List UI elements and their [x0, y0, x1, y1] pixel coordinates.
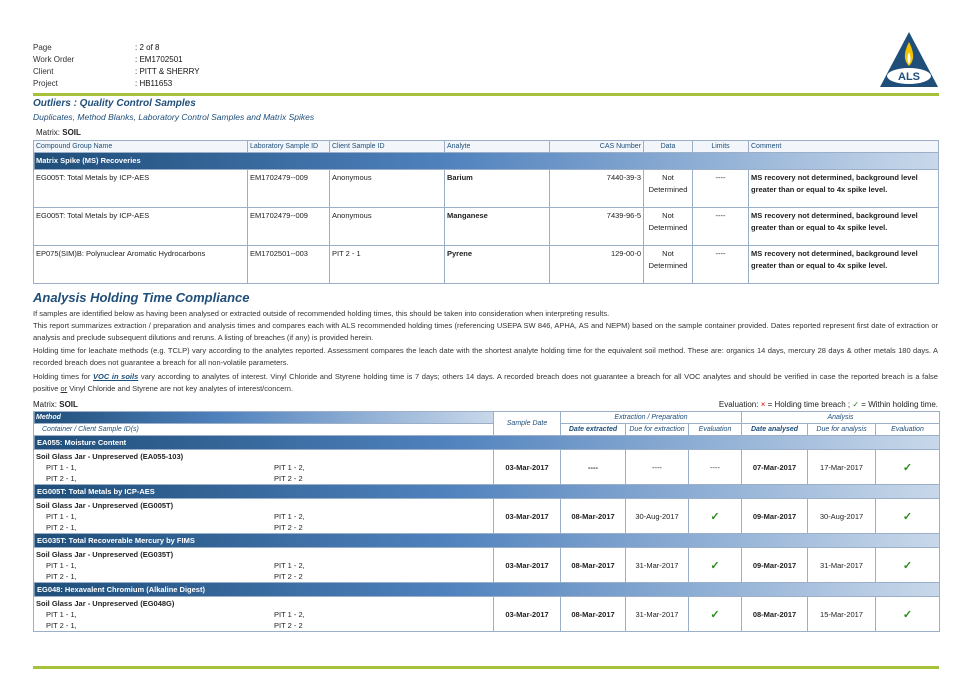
- cell-lab-id: EM1702479--009: [248, 170, 330, 208]
- sample-id: PIT 1 - 1,: [46, 463, 77, 472]
- col-due-analysis: Due for analysis: [808, 424, 876, 436]
- sample-id: PIT 1 - 2,: [274, 512, 305, 521]
- sample-ids: [34, 609, 493, 631]
- col-comment: Comment: [749, 141, 939, 153]
- method-section-header: [34, 485, 940, 499]
- cell-eval-extraction: [689, 597, 742, 632]
- method-name: EG035T: Total Recoverable Mercury by FIMS: [34, 534, 940, 548]
- col-analyte: Analyte: [445, 141, 550, 153]
- check-icon: ✓: [852, 400, 860, 409]
- sample-ids: [34, 560, 493, 582]
- cell-container: [34, 597, 494, 632]
- table-row: [34, 597, 940, 632]
- holding-description: [33, 308, 938, 395]
- sample-id: PIT 1 - 1,: [46, 512, 77, 521]
- container-name: Soil Glass Jar - Unpreserved (EG048G): [36, 599, 175, 608]
- work-order-value: : EM1702501: [135, 55, 183, 64]
- cell-data: Not Determined: [644, 208, 693, 246]
- table-row: [34, 548, 940, 583]
- cell-limits: ----: [693, 246, 749, 284]
- cell-date-analysed: 09-Mar-2017: [742, 499, 808, 534]
- matrix-value: SOIL: [59, 400, 78, 409]
- method-section-header: [34, 534, 940, 548]
- evaluation-legend: [719, 400, 938, 409]
- sample-id: PIT 1 - 2,: [274, 463, 305, 472]
- method-section-header: [34, 583, 940, 597]
- col-evaluation-analysis: Evaluation: [876, 424, 940, 436]
- cell-group: EG005T: Total Metals by ICP-AES: [34, 208, 248, 246]
- check-icon: ✓: [902, 559, 913, 572]
- table-row: [34, 170, 939, 208]
- cell-analyte: Pyrene: [445, 246, 550, 284]
- col-client-sample-id: Client Sample ID: [330, 141, 445, 153]
- cell-client-id: PIT 2 - 1: [330, 246, 445, 284]
- cell-eval-analysis: [876, 499, 940, 534]
- holding-table: [33, 411, 940, 632]
- col-method: Method: [34, 412, 494, 424]
- cell-lab-id: EM1702501--003: [248, 246, 330, 284]
- col-evaluation-extraction: Evaluation: [689, 424, 742, 436]
- table-row: [34, 208, 939, 246]
- holding-p4-a: Holding times for: [33, 372, 91, 382]
- bottom-divider: [33, 666, 939, 669]
- cell-group: EG005T: Total Metals by ICP-AES: [34, 170, 248, 208]
- cell-container: [34, 499, 494, 534]
- col-cas-number: CAS Number: [550, 141, 644, 153]
- legend-prefix: Evaluation:: [718, 400, 759, 409]
- cell-data: Not Determined: [644, 170, 693, 208]
- cell-lab-id: EM1702479--009: [248, 208, 330, 246]
- check-icon: ✓: [902, 608, 913, 621]
- check-icon: ✓: [710, 559, 720, 572]
- cell-data: Not Determined: [644, 246, 693, 284]
- holding-p4: [33, 371, 938, 395]
- col-limits: Limits: [693, 141, 749, 153]
- sample-id: PIT 1 - 2,: [274, 561, 305, 570]
- voc-link[interactable]: VOC in soils: [92, 372, 139, 382]
- outliers-title: Outliers : Quality Control Samples: [33, 98, 196, 109]
- sample-id: PIT 2 - 2: [274, 621, 303, 630]
- breach-icon: ×: [760, 400, 766, 409]
- work-order-label: Work Order: [33, 55, 75, 64]
- cell-due-extraction: 30-Aug-2017: [626, 499, 689, 534]
- legend-breach-text: = Holding time breach ;: [767, 400, 851, 409]
- method-section-header: [34, 436, 940, 450]
- cell-due-analysis: 15-Mar-2017: [808, 597, 876, 632]
- cell-date-extracted: ----: [561, 450, 626, 485]
- section-header-ms: Matrix Spike (MS) Recoveries: [34, 153, 939, 170]
- cell-group: EP075(SIM)B: Polynuclear Aromatic Hydrocarbons: [34, 246, 248, 284]
- holding-p2: This report summarizes extraction / preparation and analysis times and compares each with ALS recommended holding times (referencing USEPA SW 846, APHA, AS and NEPM) based on the sample container provided. Dates reported represent first date of extraction or analysis and preclude subsequent dilutions and reruns. A listing of breaches (if any) is provided herein.: [33, 321, 938, 343]
- matrix-value: SOIL: [62, 128, 81, 137]
- col-compound-group: Compound Group Name: [34, 141, 248, 153]
- na-value: ----: [710, 462, 720, 472]
- cell-client-id: Anonymous: [330, 170, 445, 208]
- page-label: Page: [33, 43, 52, 52]
- sample-id: PIT 2 - 2: [274, 572, 303, 581]
- sample-id: PIT 2 - 1,: [46, 523, 77, 532]
- sample-id: PIT 2 - 1,: [46, 474, 77, 483]
- container-name: Soil Glass Jar - Unpreserved (EG035T): [36, 550, 174, 559]
- check-icon: ✓: [902, 461, 913, 474]
- cell-date-analysed: 07-Mar-2017: [742, 450, 808, 485]
- cell-comment: MS recovery not determined, background level greater than or equal to 4x spike level.: [749, 170, 939, 208]
- cell-due-analysis: 30-Aug-2017: [808, 499, 876, 534]
- als-logo: [878, 30, 940, 90]
- holding-p4-b: vary according to analytes of interest. Vinyl Chloride and Styrene holding time is 7 days; others 14 days. A recorded breach does not guarantee a breach for all VOC analytes and should be verified in case the reported breach is a false positive: [33, 372, 938, 394]
- cell-date-analysed: 09-Mar-2017: [742, 548, 808, 583]
- sample-ids: [34, 511, 493, 533]
- client-label: Client: [33, 67, 54, 76]
- sample-id: PIT 2 - 2: [274, 523, 303, 532]
- sample-id: PIT 1 - 1,: [46, 561, 77, 570]
- col-container: Container / Client Sample ID(s): [34, 424, 494, 436]
- cell-date-analysed: 08-Mar-2017: [742, 597, 808, 632]
- cell-date-extracted: 08-Mar-2017: [561, 597, 626, 632]
- cell-sample-date: 03-Mar-2017: [494, 499, 561, 534]
- holding-p1: If samples are identified below as having been analysed or extracted outside of recommended holding times, this should be taken into consideration when interpreting results.: [33, 309, 610, 318]
- cell-due-extraction: 31-Mar-2017: [626, 597, 689, 632]
- project-value: : HB11653: [135, 79, 173, 88]
- cell-eval-extraction: [689, 450, 742, 485]
- check-icon: ✓: [710, 608, 720, 621]
- cell-sample-date: 03-Mar-2017: [494, 450, 561, 485]
- sample-id: PIT 2 - 2: [274, 474, 303, 483]
- cell-cas: 129-00-0: [550, 246, 644, 284]
- cell-date-extracted: 08-Mar-2017: [561, 548, 626, 583]
- col-date-analysed: Date analysed: [742, 424, 808, 436]
- legend-within-text: = Within holding time.: [861, 400, 938, 409]
- holding-p4-c: Vinyl Chloride and Styrene are not key analytes of interest/concern.: [69, 384, 294, 394]
- sample-id: PIT 1 - 2,: [274, 610, 305, 619]
- method-name: EG005T: Total Metals by ICP-AES: [34, 485, 940, 499]
- cell-eval-analysis: [876, 548, 940, 583]
- outliers-subtitle: Duplicates, Method Blanks, Laboratory Control Samples and Matrix Spikes: [33, 112, 315, 122]
- cell-eval-extraction: [689, 499, 742, 534]
- sample-id: PIT 2 - 1,: [46, 621, 77, 630]
- cell-sample-date: 03-Mar-2017: [494, 597, 561, 632]
- holding-matrix: [33, 400, 78, 409]
- matrix-label: Matrix:: [36, 128, 60, 137]
- cell-cas: 7440-39-3: [550, 170, 644, 208]
- check-icon: ✓: [710, 510, 720, 523]
- cell-client-id: Anonymous: [330, 208, 445, 246]
- cell-analyte: Barium: [445, 170, 550, 208]
- cell-comment: MS recovery not determined, background level greater than or equal to 4x spike level.: [749, 246, 939, 284]
- cell-due-analysis: 31-Mar-2017: [808, 548, 876, 583]
- cell-date-extracted: 08-Mar-2017: [561, 499, 626, 534]
- project-label: Project: [33, 79, 58, 88]
- col-data: Data: [644, 141, 693, 153]
- table-row: [34, 246, 939, 284]
- col-date-extracted: Date extracted: [561, 424, 626, 436]
- cell-comment: MS recovery not determined, background level greater than or equal to 4x spike level.: [749, 208, 939, 246]
- cell-due-extraction: 31-Mar-2017: [626, 548, 689, 583]
- cell-sample-date: 03-Mar-2017: [494, 548, 561, 583]
- method-name: EA055: Moisture Content: [34, 436, 940, 450]
- table-row: [34, 450, 940, 485]
- sample-id: PIT 2 - 1,: [46, 572, 77, 581]
- report-metadata: [33, 42, 200, 90]
- col-analysis-group: Analysis: [742, 412, 940, 424]
- als-logo-icon: [878, 30, 940, 90]
- top-divider: [33, 93, 939, 96]
- check-icon: ✓: [902, 510, 913, 523]
- sample-ids: [34, 462, 493, 484]
- als-logo-text: ALS: [898, 71, 920, 83]
- cell-container: [34, 548, 494, 583]
- cell-cas: 7439-96-5: [550, 208, 644, 246]
- cell-container: [34, 450, 494, 485]
- cell-eval-analysis: [876, 450, 940, 485]
- table-row: [34, 499, 940, 534]
- cell-limits: ----: [693, 170, 749, 208]
- col-lab-sample-id: Laboratory Sample ID: [248, 141, 330, 153]
- matrix-label: Matrix:: [33, 400, 57, 409]
- container-name: Soil Glass Jar - Unpreserved (EG005T): [36, 501, 174, 510]
- cell-analyte: Manganese: [445, 208, 550, 246]
- method-name: EG048: Hexavalent Chromium (Alkaline Digest): [34, 583, 940, 597]
- cell-eval-extraction: [689, 548, 742, 583]
- client-value: : PITT & SHERRY: [135, 67, 200, 76]
- cell-eval-analysis: [876, 597, 940, 632]
- outliers-table: [33, 140, 939, 284]
- cell-limits: ----: [693, 208, 749, 246]
- col-sample-date: Sample Date: [494, 412, 561, 436]
- cell-due-extraction: ----: [626, 450, 689, 485]
- holding-p4-or: or: [60, 384, 68, 394]
- container-name: Soil Glass Jar - Unpreserved (EA055-103): [36, 452, 184, 461]
- cell-due-analysis: 17-Mar-2017: [808, 450, 876, 485]
- page-value: : 2 of 8: [135, 43, 160, 52]
- sample-id: PIT 1 - 1,: [46, 610, 77, 619]
- col-due-extraction: Due for extraction: [626, 424, 689, 436]
- outliers-matrix: [36, 128, 81, 137]
- col-extraction-group: Extraction / Preparation: [561, 412, 742, 424]
- holding-p3: Holding time for leachate methods (e.g. TCLP) vary according to the analytes reported. Assessment compares the leach date with the shortest analyte holding time for the equivalent soil method. These are: organics 14 days, mercury 28 days & other metals 180 days. A recorded breach does not guarantee a breach for all non-volatile parameters.: [33, 345, 938, 367]
- holding-title: Analysis Holding Time Compliance: [33, 290, 250, 305]
